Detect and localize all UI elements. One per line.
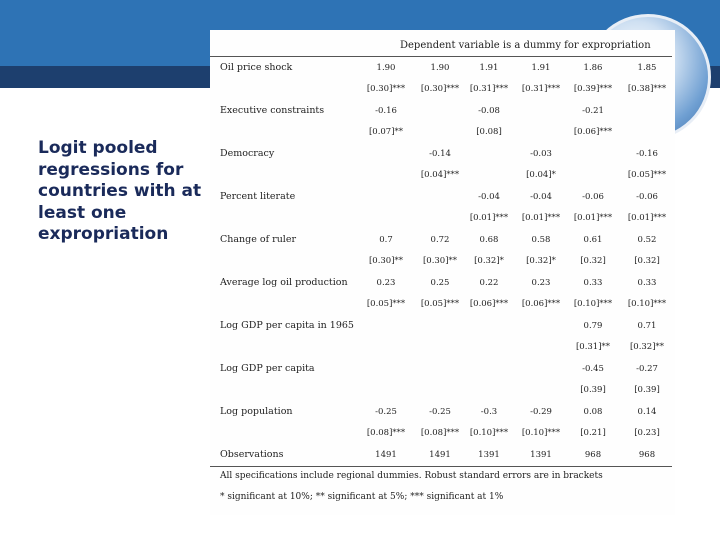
coefficient-cell: 0.58: [531, 235, 551, 245]
coefficient-cell: -0.04: [530, 192, 552, 202]
row-label: Change of ruler: [220, 234, 297, 245]
row-label: Democracy: [220, 148, 275, 159]
coefficient-cell: -0.16: [375, 106, 397, 116]
coefficient-cell: -0.25: [429, 407, 451, 417]
standard-error-cell: [0.32]: [580, 256, 606, 266]
coefficient-cell: -0.14: [429, 149, 451, 159]
standard-error-cell: [0.30]***: [366, 84, 406, 94]
coefficient-cell: 0.33: [583, 278, 603, 288]
coefficient-cell: 1.90: [430, 63, 450, 73]
coefficient-cell: 0.22: [479, 278, 499, 288]
coefficient-cell: 0.23: [376, 278, 396, 288]
coefficient-cell: 0.79: [583, 321, 603, 331]
standard-error-cell: [0.01]***: [573, 213, 613, 223]
standard-error-cell: [0.32]: [634, 256, 660, 266]
top-rule: [210, 56, 672, 57]
standard-error-cell: [0.06]***: [469, 299, 509, 309]
standard-error-cell: [0.10]***: [521, 428, 561, 438]
coefficient-cell: 0.25: [430, 278, 450, 288]
significance-note: * significant at 10%; ** significant at 5%; *** significant at 1%: [220, 492, 504, 502]
row-label: Average log oil production: [220, 277, 348, 288]
standard-error-cell: [0.10]***: [627, 299, 667, 309]
coefficient-cell: -0.04: [478, 192, 500, 202]
coefficient-cell: 0.7: [379, 235, 393, 245]
coefficient-cell: 0.08: [583, 407, 603, 417]
coefficient-cell: -0.16: [636, 149, 658, 159]
observations-label: Observations: [220, 449, 284, 460]
row-label: Executive constraints: [220, 105, 325, 116]
standard-error-cell: [0.32]*: [474, 256, 504, 266]
standard-error-cell: [0.10]***: [469, 428, 509, 438]
row-label: Oil price shock: [220, 62, 293, 73]
standard-error-cell: [0.08]: [476, 127, 502, 137]
standard-error-cell: [0.31]***: [469, 84, 509, 94]
standard-error-cell: [0.30]***: [420, 84, 460, 94]
standard-error-cell: [0.39]***: [573, 84, 613, 94]
observations-cell: 1391: [478, 450, 500, 460]
standard-error-cell: [0.30]**: [368, 256, 404, 266]
coefficient-cell: 0.61: [583, 235, 603, 245]
coefficient-cell: -0.25: [375, 407, 397, 417]
dependent-variable-header: Dependent variable is a dummy for expropriation: [400, 40, 651, 51]
standard-error-cell: [0.21]: [580, 428, 606, 438]
row-label: Percent literate: [220, 191, 296, 202]
coefficient-cell: -0.06: [582, 192, 604, 202]
observations-cell: 1491: [375, 450, 397, 460]
standard-error-cell: [0.23]: [634, 428, 660, 438]
standard-error-cell: [0.05]***: [366, 299, 406, 309]
coefficient-cell: -0.03: [530, 149, 552, 159]
standard-error-cell: [0.30]**: [422, 256, 458, 266]
standard-error-cell: [0.10]***: [573, 299, 613, 309]
coefficient-cell: -0.3: [480, 407, 498, 417]
observations-cell: 1491: [429, 450, 451, 460]
standard-error-cell: [0.06]***: [573, 127, 613, 137]
coefficient-cell: -0.27: [636, 364, 658, 374]
coefficient-cell: 0.14: [637, 407, 657, 417]
standard-error-cell: [0.08]***: [420, 428, 460, 438]
standard-error-cell: [0.05]***: [627, 170, 667, 180]
observations-cell: 968: [584, 450, 602, 460]
standard-error-cell: [0.31]**: [575, 342, 611, 352]
coefficient-cell: 1.90: [376, 63, 396, 73]
standard-error-cell: [0.39]: [580, 385, 606, 395]
row-label: Log GDP per capita: [220, 363, 315, 374]
standard-error-cell: [0.07]**: [368, 127, 404, 137]
coefficient-cell: 0.33: [637, 278, 657, 288]
coefficient-cell: 0.71: [637, 321, 657, 331]
coefficient-cell: -0.08: [478, 106, 500, 116]
standard-error-cell: [0.01]***: [469, 213, 509, 223]
standard-error-cell: [0.01]***: [627, 213, 667, 223]
bottom-rule: [210, 466, 672, 467]
row-label: Log GDP per capita in 1965: [220, 320, 354, 331]
standard-error-cell: [0.31]***: [521, 84, 561, 94]
coefficient-cell: 0.23: [531, 278, 551, 288]
coefficient-cell: 1.91: [479, 63, 499, 73]
coefficient-cell: 0.68: [479, 235, 499, 245]
slide-title: Logit pooled regressions for countries with at least one expropriation: [38, 138, 202, 244]
coefficient-cell: 1.85: [637, 63, 657, 73]
coefficient-cell: -0.45: [582, 364, 604, 374]
coefficient-cell: -0.21: [582, 106, 604, 116]
coefficient-cell: 1.86: [583, 63, 603, 73]
observations-cell: 968: [638, 450, 656, 460]
standard-error-cell: [0.08]***: [366, 428, 406, 438]
coefficient-cell: -0.29: [530, 407, 552, 417]
standard-error-cell: [0.05]***: [420, 299, 460, 309]
row-label: Log population: [220, 406, 293, 417]
standard-error-cell: [0.39]: [634, 385, 660, 395]
standard-error-cell: [0.38]***: [627, 84, 667, 94]
standard-error-cell: [0.04]***: [420, 170, 460, 180]
standard-error-cell: [0.32]*: [526, 256, 556, 266]
table-note: All specifications include regional dummies. Robust standard errors are in brackets: [220, 471, 603, 481]
regression-table: [210, 30, 675, 515]
standard-error-cell: [0.04]*: [526, 170, 556, 180]
standard-error-cell: [0.01]***: [521, 213, 561, 223]
standard-error-cell: [0.06]***: [521, 299, 561, 309]
coefficient-cell: 1.91: [531, 63, 551, 73]
coefficient-cell: 0.72: [430, 235, 450, 245]
coefficient-cell: -0.06: [636, 192, 658, 202]
coefficient-cell: 0.52: [637, 235, 657, 245]
observations-cell: 1391: [530, 450, 552, 460]
standard-error-cell: [0.32]**: [629, 342, 665, 352]
